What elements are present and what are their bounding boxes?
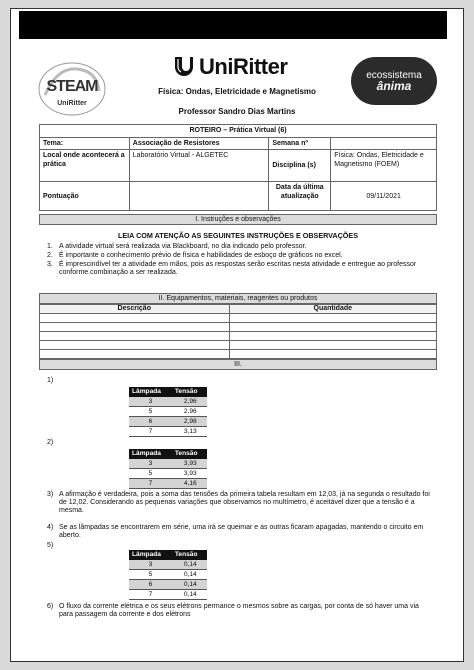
course-subtitle: Física: Ondas, Eletricidade e Magnetismo: [158, 87, 316, 96]
ecossistema-anima-logo: [351, 57, 437, 105]
data-value: 09/11/2021: [331, 182, 437, 211]
table-row: 5 3,93: [129, 469, 207, 479]
answer-5-label: 5): [47, 542, 54, 549]
voltage-table-3: [129, 550, 207, 600]
table-row: 7 4,16: [129, 479, 207, 489]
local-label: Local onde acontecerá a prática: [40, 150, 130, 182]
answer-3: 3) A afirmação é verdadeira, pois a soma das tensões da primeira tabela resultam em 12,03, já na segunda o resultado foi de 12,02. Considerando as pequenas variações que observamos no multímetro, é aceitável dizer que a tensão é a mesma.: [47, 491, 430, 514]
instruction-item: 3. É imprescindível ter a atividade em mãos, pois as respostas serão escritas nesta atividade e entregue ao professor conforme combinação a ser realizada.: [47, 261, 417, 276]
table-row: 3 0,14: [129, 560, 207, 570]
table-row: 3 3,93: [129, 459, 207, 469]
roteiro-form-table: [39, 124, 437, 211]
svg-text:STEAM: STEAM: [46, 78, 98, 95]
answer-2-label: 2): [47, 439, 54, 446]
section1-title: I. Instruções e observações: [39, 214, 437, 225]
instruction-item: 1. A atividade virtual será realizada via Blackboard, no dia indicado pelo professor.: [47, 243, 307, 250]
voltage-table-2: [129, 449, 207, 489]
header-tensao: Tensão: [172, 449, 207, 459]
uniritter-wordmark: UniRitter: [199, 54, 288, 79]
pontuacao-value: [129, 182, 269, 211]
answer-6-text: O fluxo da corrente elétrica e os seus elétrons permance o mesmos sobre as cargas, por conta de só haver uma via para passagem da corrente e dos elétrons: [59, 603, 419, 618]
header-tensao: Tensão: [172, 550, 207, 560]
table-row: 6 2,98: [129, 417, 207, 427]
col-quantidade: Quantidade: [229, 305, 436, 314]
equipment-row: [40, 341, 437, 350]
equipment-row: [40, 314, 437, 323]
form-title: ROTEIRO – Prática Virtual (6): [40, 125, 437, 138]
professor-name: Professor Sandro Dias Martins: [178, 107, 296, 116]
steam-brand-text: UniRitter: [57, 100, 87, 107]
table-row: 3 2,96: [129, 397, 207, 407]
answer-1-label: 1): [47, 377, 54, 384]
table-row: 7 0,14: [129, 590, 207, 600]
col-descricao: Descrição: [40, 305, 230, 314]
equipment-row: [40, 332, 437, 341]
section3-title: III.: [39, 359, 437, 370]
data-label: Data da última atualização: [269, 182, 331, 211]
tema-value: Associação de Resistores: [129, 138, 269, 150]
tema-label: Tema:: [40, 138, 130, 150]
disciplina-value: Física: Ondas, Eletricidade e Magnetismo (FOEM): [331, 150, 437, 182]
table-row: 5 0,14: [129, 570, 207, 580]
answer-4-text: Se as lâmpadas se encontrarem em série, uma irá se queimar e as outras ficaram apagadas, mantendo o circuito em aberto.: [59, 524, 424, 539]
equipment-row: [40, 350, 437, 359]
local-value: Laboratório Virtual - ALGETEC: [129, 150, 269, 182]
eco-line2: ânima: [376, 79, 412, 93]
pontuacao-label: Pontuação: [40, 182, 130, 211]
instruction-item: 2. É importante o conhecimento prévio de física e habilidades de esboço de gráficos no excel.: [47, 252, 343, 259]
semana-label: Semana nº: [269, 138, 331, 150]
top-black-bar: [19, 11, 447, 39]
instructions-list: [47, 243, 433, 278]
document-page: [10, 8, 464, 662]
uniritter-symbol-icon: [173, 55, 195, 79]
answer-3-text: A afirmação é verdadeira, pois a soma das tensões da primeira tabela resultam em 12,03, já na segunda o resultado foi de 12,02. Considerando as pequenas variações que observamos no multímetro, é aceitável dizer que a tensão é a mesma.: [59, 491, 430, 514]
eco-line1: ecossistema: [366, 70, 422, 81]
equipment-row: [40, 323, 437, 332]
instructions-heading: LEIA COM ATENÇÃO AS SEGUINTES INSTRUÇÕES E OBSERVAÇÕES: [117, 231, 358, 240]
answer-4: 4) Se as lâmpadas se encontrarem em série, uma irá se queimar e as outras ficaram apagadas, mantendo o circuito em aberto.: [47, 524, 431, 540]
section2-title: II. Equipamentos, materiais, reagentes ou produtos: [39, 293, 437, 304]
table-row: 6 0,14: [129, 580, 207, 590]
header-lampada: Lâmpada: [129, 387, 172, 397]
semana-value: [331, 138, 437, 150]
table-row: 7 3,13: [129, 427, 207, 437]
equipment-table: [39, 304, 437, 359]
uniritter-logo: [173, 53, 313, 81]
header-lampada: Lâmpada: [129, 550, 172, 560]
voltage-table-1: [129, 387, 207, 437]
disciplina-label: Disciplina (s): [269, 150, 331, 182]
answer-6: 6) O fluxo da corrente elétrica e os seus elétrons permance o mesmos sobre as cargas, por conta de só haver uma via para passagem da corrente e dos elétrons: [47, 603, 431, 619]
header-tensao: Tensão: [172, 387, 207, 397]
header-lampada: Lâmpada: [129, 449, 172, 459]
table-row: 5 2,96: [129, 407, 207, 417]
